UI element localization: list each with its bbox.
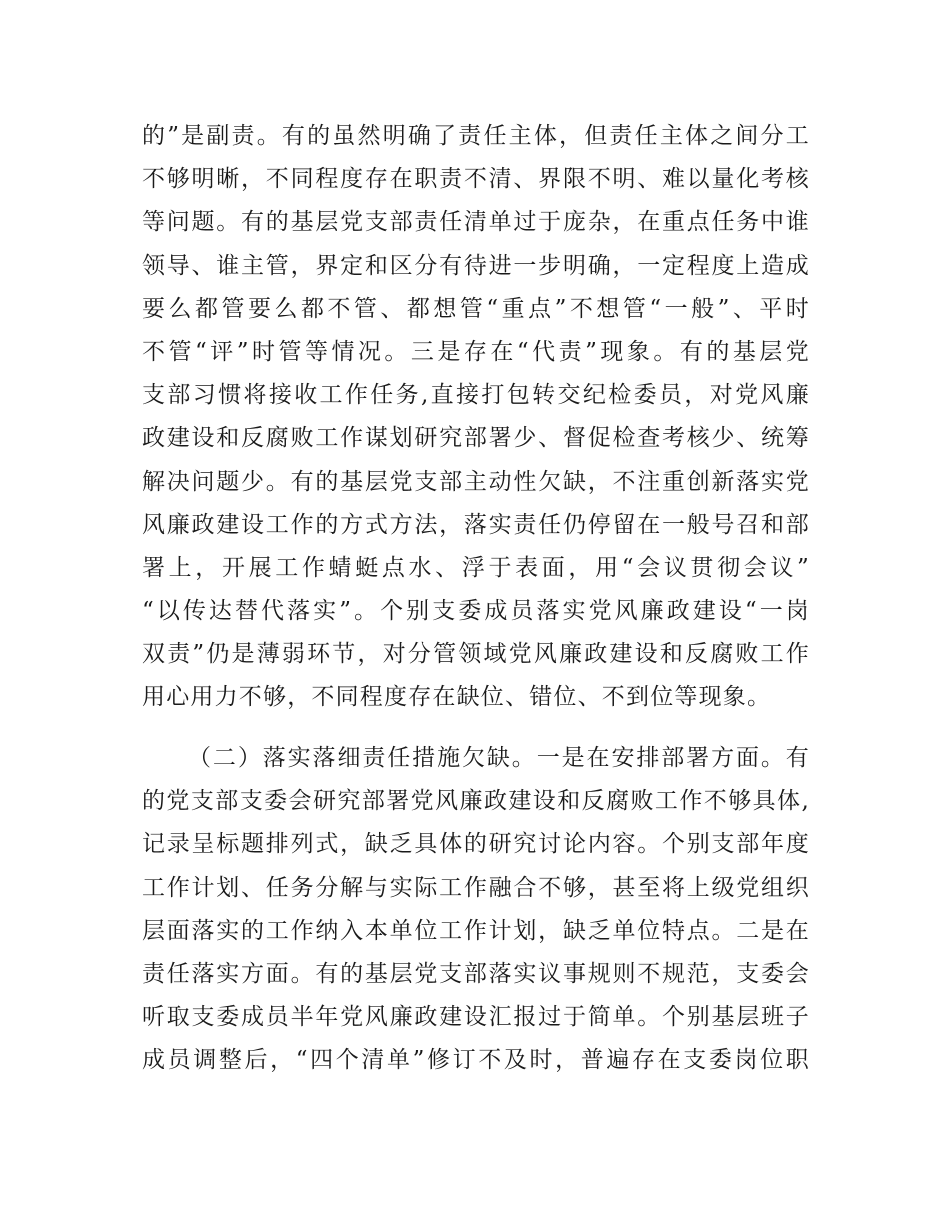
text-line: 的”是副责。有的虽然明确了责任主体，但责任主体之间分工	[142, 123, 810, 149]
text-line: 等问题。有的基层党支部责任清单过于庞杂，在重点任务中谁	[142, 209, 810, 236]
paragraph-two	[142, 737, 810, 1083]
text-line: 署上，开展工作蜻蜓点水、浮于表面，用“会议贯彻会议”	[142, 554, 810, 581]
text-line: 不够明晰，不同程度存在职责不清、界限不明、难以量化考核	[142, 166, 810, 193]
text-line: 双责”仍是薄弱环节，对分管领域党风廉政建设和反腐败工作	[142, 641, 810, 668]
text-line: 政建设和反腐败工作谋划研究部署少、督促检查考核少、统筹	[142, 425, 810, 452]
text-line: 风廉政建设工作的方式方法，落实责任仍停留在一般号召和部	[142, 511, 810, 538]
text-line: 工作计划、任务分解与实际工作融合不够，甚至将上级党组织	[142, 874, 810, 901]
text-line: 不管“评”时管等情况。三是存在“代责”现象。有的基层党	[142, 338, 810, 365]
text-line: 听取支委成员半年党风廉政建设汇报过于简单。个别基层班子	[142, 1004, 810, 1031]
text-line: 用心用力不够，不同程度存在缺位、错位、不到位等现象。	[142, 684, 772, 711]
text-line: “以传达替代落实”。个别支委成员落实党风廉政建设“一岗	[142, 598, 810, 625]
text-line: 责任落实方面。有的基层党支部落实议事规则不规范，支委会	[142, 960, 810, 987]
text-line: 支部习惯将接收工作任务,直接打包转交纪检委员，对党风廉	[142, 382, 810, 409]
text-line: 的党支部支委会研究部署党风廉政建设和反腐败工作不够具体,	[142, 788, 810, 815]
text-line: 成员调整后，“四个清单”修订不及时，普遍存在支委岗位职	[142, 1047, 810, 1074]
text-line: 记录呈标题排列式，缺乏具体的研究讨论内容。个别支部年度	[142, 831, 810, 858]
text-line: 要么都管要么都不管、都想管“重点”不想管“一般”、平时	[142, 295, 810, 322]
text-line: 层面落实的工作纳入本单位工作计划，缺乏单位特点。二是在	[142, 917, 810, 944]
text-line: 领导、谁主管，界定和区分有待进一步明确，一定程度上造成	[142, 252, 810, 279]
text-line: 解决问题少。有的基层党支部主动性欠缺，不注重创新落实党	[142, 468, 810, 495]
paragraph-continued	[142, 115, 810, 720]
text-line: （二）落实落细责任措施欠缺。一是在安排部署方面。有	[188, 745, 810, 771]
